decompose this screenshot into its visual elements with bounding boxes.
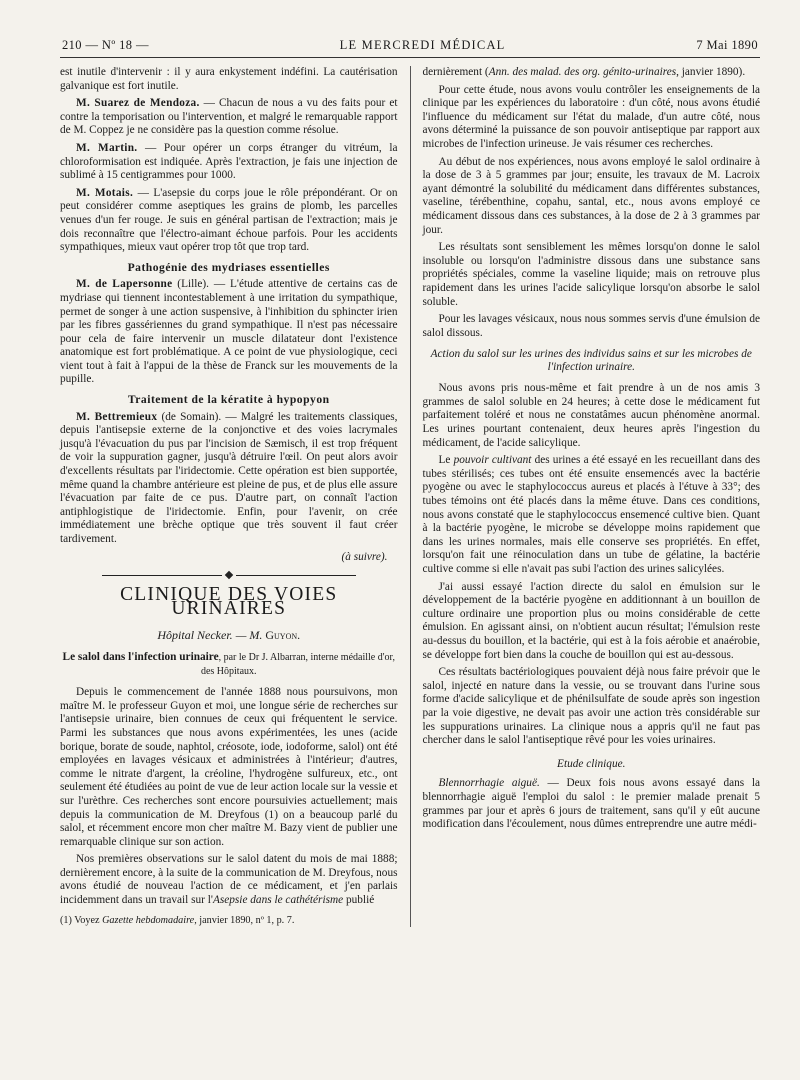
- italic-title: Gazette hebdomadaire: [102, 914, 195, 926]
- speaker-text: — Chacun de nous a vu des faits pour et contre la temporisation ou l'intervention, et malgré le remarquable rapport de M. Coppez je ne considère pas la question comme résolue.: [60, 97, 398, 137]
- paragraph-motais: [60, 187, 398, 255]
- separator: — M.: [232, 628, 266, 643]
- speaker-text: (Lille). — L'étude attentive de certains cas de mydriase qui tiennent incontestablement à une irritation du sympathique, permet de songer à une action suspensive, à l'inhibition du sphincter irien par les fibres gassériennes du grand sympathique. Il n'est pas nécessaire pour cela de faire intervenir un muscle dilatateur dont l'existence anatomique est fort problématique. A ce point de vue physiologique, ceci vient tout à fait à l'appui de la thèse de Franck sur les mouvements de la pupille.: [60, 278, 398, 386]
- paragraph-lapersonne: [60, 278, 398, 387]
- paragraph: [60, 853, 398, 907]
- columns: [60, 66, 760, 927]
- text: (1) Voyez: [60, 914, 103, 926]
- paragraph: Les résultats sont sensiblement les mêmes lorsqu'on donne le salol insoluble ou lorsqu'on l'administre dissous dans une substance sans propriétés spéciales, comme la vaseline liquide; mais on retrouve plus rapidement dans les urines l'acide salicylique lorsqu'on absorbe le salol soluble.: [422, 241, 760, 308]
- speaker-text: (de Somain). — Malgré les traitements classiques, depuis l'antisepsie externe de la conjonctive et des voies lacrymales jusqu'à l'évacuation du pus par l'incision de Sæmisch, il est trop fréquent de voir la suppuration gagner, jusqu'à détruire l'œil. On peut alors avoir d'excellents résultats par l'iridectomie. Cette opération est bien supportée, même quand la chambre antérieure est pleine de pus, et de plus elle assure l'évacuation par faite de ce pus. D'autre part, on connaît l'action antiphlogistique de l'iridectomie. Enfin, pour l'avenir, on crée immédiatement une brèche optique que très souvent il faut créer tardivement.: [60, 410, 398, 545]
- subsection-heading: Action du salol sur les urines des individus sains et sur les microbes de l'infection urinaire.: [430, 348, 752, 374]
- paragraph-suarez: [60, 97, 398, 138]
- diamond-ornament-icon: [225, 571, 233, 579]
- hospital-line: [60, 629, 398, 643]
- text: , janvier 1890, nº 1, p. 7.: [194, 914, 295, 926]
- speaker-text: — Pour opérer un corps étranger du vitréum, la chloroformisation est indiquée. Après l'extraction, je fais une injection de sublimé à 15 centigrammes pour 1000.: [60, 141, 398, 182]
- italic-title: Asepsie dans le cathétérisme: [212, 894, 344, 907]
- hospital-name: Hôpital Necker.: [157, 628, 233, 643]
- text: publié: [343, 894, 375, 907]
- article-author: , par le Dr J. Albarran, interne médaille d'or, des Hôpitaux.: [200, 651, 395, 677]
- paragraph: est inutile d'intervenir : il y aura enkystement indéfini. La cautérisation galvanique est fort inutile.: [60, 66, 398, 92]
- speaker-name: M. Motais.: [76, 186, 134, 199]
- paragraph: [423, 66, 761, 80]
- divider-line: [102, 575, 222, 576]
- divider-line: [236, 575, 356, 576]
- text: — Deux fois nous avons essayé dans la blennorrhagie aiguë l'emploi du salol : le premier malade prenait 5 grammes par jour et après 6 jours de traitement, sans qu'il y eût aucune modification dans l'écoulement, nous dûmes entreprendre une autre médi-: [422, 777, 760, 831]
- issue-date: 7 Mai 1890: [696, 38, 758, 52]
- text: dernièrement (: [422, 66, 489, 78]
- text: des urines a été essayé en les recueillant dans des tubes stérilisés; ces tubes ont été ensuite ensemencés avec la bactérie pyogène ou avec le staphylococcus aureus et placés à l'étuve à 33°; des tubes témoins ont été placés dans la même étuve. Dans ces conditions, nous avons constaté que le staphylococcus ensemencé cultive bien. Quant à la bactérie pyogène, le microbe se développe moins rapidement que dans les urines normales, mais elle conserve ses propriétés. En effet, lorsqu'on fait une réinoculation dans un tube de gélatine, la bactérie cultive comme si elle n'avait pas subi l'action des urines salicylées.: [422, 454, 760, 575]
- paragraph: [423, 454, 761, 576]
- italic-title: Ann. des malad. des org. génito-urinaires: [488, 66, 677, 78]
- speaker-name: M. Bettremieux: [76, 410, 158, 423]
- italic-term: pouvoir cultivant: [453, 454, 532, 467]
- paragraph: Au début de nos expériences, nous avons employé le salol ordinaire à la dose de 3 à 5 grammes par jour; ensuite, les travaux de M. Lacroix ayant démontré la solubilité du médicament dans différentes substances, vaseline, térébenthine, copahu, santal, etc., nous avons employé ce médicament dissous dans ces substances, à la dose de 2 à 3 grammes par jour.: [422, 155, 760, 236]
- text: Nos premières observations sur le salol datent du mois de mai 1888; dernièrement encore, à la suite de la communication de M. Dreyfous, nous avons étudié de nouveau l'action de ce médicament, et j'en parlais incidemment dans un travail sur l': [60, 853, 398, 907]
- article-title: [60, 651, 398, 678]
- professor-name: Guyon.: [265, 628, 301, 643]
- speaker-text: — L'asepsie du corps joue le rôle prépondérant. Or on peut considérer comme aseptiques les grains de plomb, les parcelles venues d'un fer rouge. Je suis en général partisan de l'extraction; mais je dois reconnaître que l'électro-aimant échoue parfois. Pour les accidents sympathiques, mieux vaut opérer trop tôt que trop tard.: [60, 186, 398, 254]
- journal-title: LE MERCREDI MÉDICAL: [339, 38, 506, 52]
- paragraph: [423, 777, 761, 831]
- italic-term: Blennorrhagie aiguë.: [438, 777, 540, 790]
- paragraph: Pour cette étude, nous avons voulu contrôler les enseignements de la clinique par les expériences du laboratoire : d'un côté, nous avons étudié l'influence du médicament sur l'état du malade, d'un autre côté, nous avons déterminé la puissance de son pouvoir antiseptique par rapport aux microbes de l'infection urineuse. Je vais résumer ces recherches.: [422, 83, 760, 150]
- speaker-name: M. Martin.: [76, 141, 138, 154]
- section-heading: Traitement de la kératite à hypopyon: [127, 393, 330, 407]
- page-header: [60, 38, 760, 58]
- page-number: 210 — Nº 18 —: [62, 38, 149, 52]
- article-title-text: Le salol dans l'infection urinaire: [62, 650, 219, 663]
- section-title: CLINIQUE DES VOIES URINAIRES: [120, 584, 338, 619]
- paragraph-bettremieux: [60, 411, 398, 547]
- text: , janvier 1890).: [676, 66, 746, 78]
- section-heading: Pathogénie des mydriases essentielles: [127, 260, 330, 274]
- paragraph: Nous avons pris nous-même et fait prendre à un de nos amis 3 grammes de salol soluble en 24 heures; à cette dose le médicament fut parfaitement toléré et nous ne constatâmes aucun phénomène anormal. Les urines pourtant contenaient, deux heures après l'ingestion du médicament, de l'acide salicylique.: [422, 382, 760, 449]
- left-column: [60, 66, 410, 927]
- speaker-name: M. de Lapersonne: [76, 278, 173, 291]
- subsection-heading: Etude clinique.: [557, 757, 626, 770]
- paragraph-martin: [60, 142, 398, 183]
- footnote: [60, 914, 398, 928]
- speaker-name: M. Suarez de Mendoza.: [76, 97, 200, 110]
- right-column: [410, 66, 761, 927]
- paragraph: Ces résultats bactériologiques pouvaient déjà nous faire prévoir que le salol, injecté en nature dans la vessie, ou se trouvant dans l'urine sous forme d'acide salicylique et de phénilsulfate de soude après son ingestion par la voie digestive, ne devait pas avoir une action très considérable sur les suppurations urinaires. La clinique nous a appris qu'il ne faut pas chercher dans le salol l'antiseptique rêvé pour les voies urinaires.: [422, 666, 760, 747]
- paragraph: Pour les lavages vésicaux, nous nous sommes servis d'une émulsion de salol dissous.: [422, 313, 760, 339]
- paragraph: Depuis le commencement de l'année 1888 nous poursuivons, mon maître M. le professeur Guyon et moi, une longue série de recherches sur l'antisepsie urinaire, bien connues de ceux qui fréquentent le service. Parmi les substances que nous avons expérimentées, les unes (acide borique, borate de soude, naphtol, créosote, iode, iodoforme, salol) ont été employées en lavages vésicaux et administrées à l'intérieur; d'autres, comme le nitrate d'argent, la créoline, l'hydrogène sulfureux, etc., ont seulement été étudiées au point de vue de leur action locale sur la vessie et sur l'urèthre. Ces recherches sont encore poursuivies actuellement; mais depuis la communication de M. Dreyfous (1) on a beaucoup parlé du salol, et récemment encore mon cher maître M. Bazy vient de publier une remarquable clinique sur son action.: [60, 686, 398, 848]
- text: Le: [438, 454, 454, 467]
- to-be-continued: (à suivre).: [341, 550, 388, 563]
- section-divider: [60, 572, 398, 578]
- paragraph: J'ai aussi essayé l'action directe du salol en émulsion sur le développement de la bactérie pyogène en additionnant à un bouillon de culture ordinaire une proportion plus ou moins considérable de cette émulsion. En agissant ainsi, on n'obtient aucun résultat; l'émulsion reste au-dessus du bouillon, et la bactérie, qui est à la fois aérobie et anaérobie, se développe fort bien dans la couche de bouillon qui est au-dessous.: [422, 580, 760, 661]
